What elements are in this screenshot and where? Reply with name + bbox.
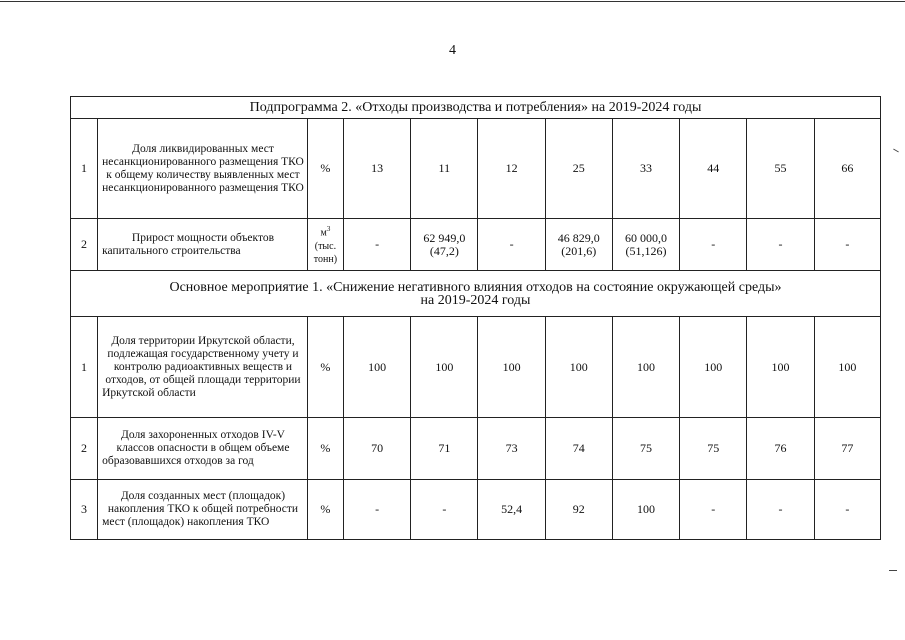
- value-cell: 44: [680, 119, 747, 219]
- value-cell: -: [343, 219, 410, 271]
- value-cell: 71: [411, 418, 478, 480]
- value-cell: -: [814, 219, 880, 271]
- value-cell: -: [411, 480, 478, 540]
- table-row: [71, 219, 881, 271]
- unit-superscript: 3: [326, 225, 331, 234]
- unit-cell: %: [307, 480, 343, 540]
- scan-mark: [889, 570, 897, 571]
- row-number: 3: [71, 480, 98, 540]
- indicators-table: [70, 96, 881, 540]
- value-cell: 25: [545, 119, 612, 219]
- row-number: 1: [71, 317, 98, 418]
- row-number: 2: [71, 418, 98, 480]
- value-cell: 92: [545, 480, 612, 540]
- top-rule: [0, 1, 905, 2]
- value-cell: 12: [478, 119, 545, 219]
- value-cell: 100: [411, 317, 478, 418]
- value-cell: 76: [747, 418, 814, 480]
- value-cell: 60 000,0 (51,126): [612, 219, 679, 271]
- main-event-title: [71, 271, 881, 317]
- row-number: 2: [71, 219, 98, 271]
- value-cell: 70: [343, 418, 410, 480]
- value-cell: 13: [343, 119, 410, 219]
- main-event-title-line1: Основное мероприятие 1. «Снижение негативного влияния отходов на состояние окружающей среды»: [169, 279, 782, 295]
- value-cell: -: [680, 480, 747, 540]
- table-row: [71, 480, 881, 540]
- value-cell: -: [680, 219, 747, 271]
- value-cell: -: [814, 480, 880, 540]
- indicator-name: Доля территории Иркутской области, подлежащая государственному учету и контролю радиоактивных веществ и отходов, от общей площади территории Иркутской области: [98, 317, 308, 418]
- scan-mark: [893, 149, 899, 153]
- value-cell: -: [343, 480, 410, 540]
- value-cell: 46 829,0 (201,6): [545, 219, 612, 271]
- value-cell: 73: [478, 418, 545, 480]
- value-cell: -: [747, 480, 814, 540]
- table-row: [71, 119, 881, 219]
- value-cell: -: [747, 219, 814, 271]
- value-cell: -: [478, 219, 545, 271]
- indicator-name: Прирост мощности объектов капитального строительства: [98, 219, 308, 271]
- value-cell: 33: [612, 119, 679, 219]
- unit-main: м: [320, 227, 327, 239]
- value-cell: 100: [478, 317, 545, 418]
- value-cell: 75: [680, 418, 747, 480]
- value-cell: 77: [814, 418, 880, 480]
- row-number: 1: [71, 119, 98, 219]
- unit-subtitle: (тыс. тонн): [313, 240, 338, 265]
- table-row: [71, 418, 881, 480]
- main-event-title-line2: на 2019-2024 годы: [420, 292, 531, 308]
- value-cell: 100: [612, 480, 679, 540]
- value-cell: 66: [814, 119, 880, 219]
- page-number: 4: [449, 43, 456, 58]
- unit-cell: %: [307, 418, 343, 480]
- value-cell: 55: [747, 119, 814, 219]
- value-cell: 100: [814, 317, 880, 418]
- value-cell: 100: [343, 317, 410, 418]
- value-cell: 100: [680, 317, 747, 418]
- value-cell: 11: [411, 119, 478, 219]
- table-row: [71, 317, 881, 418]
- indicator-name: Доля захороненных отходов IV-V классов опасности в общем объеме образовавшихся отходов за год: [98, 418, 308, 480]
- value-cell: 75: [612, 418, 679, 480]
- value-cell: 52,4: [478, 480, 545, 540]
- value-cell: 100: [612, 317, 679, 418]
- value-cell: 100: [747, 317, 814, 418]
- value-cell: 100: [545, 317, 612, 418]
- subprogram-title: Подпрограмма 2. «Отходы производства и потребления» на 2019-2024 годы: [71, 97, 881, 119]
- unit-cell: %: [307, 119, 343, 219]
- unit-cell: %: [307, 317, 343, 418]
- unit-cell: [307, 219, 343, 271]
- indicator-name: Доля созданных мест (площадок) накопления ТКО к общей потребности мест (площадок) накопления ТКО: [98, 480, 308, 540]
- value-cell: 62 949,0 (47,2): [411, 219, 478, 271]
- main-event-header-row: [71, 271, 881, 317]
- subprogram-header-row: [71, 97, 881, 119]
- value-cell: 74: [545, 418, 612, 480]
- indicator-name: Доля ликвидированных мест несанкционированного размещения ТКО к общему количеству выявленных мест несанкционированного размещения ТКО: [98, 119, 308, 219]
